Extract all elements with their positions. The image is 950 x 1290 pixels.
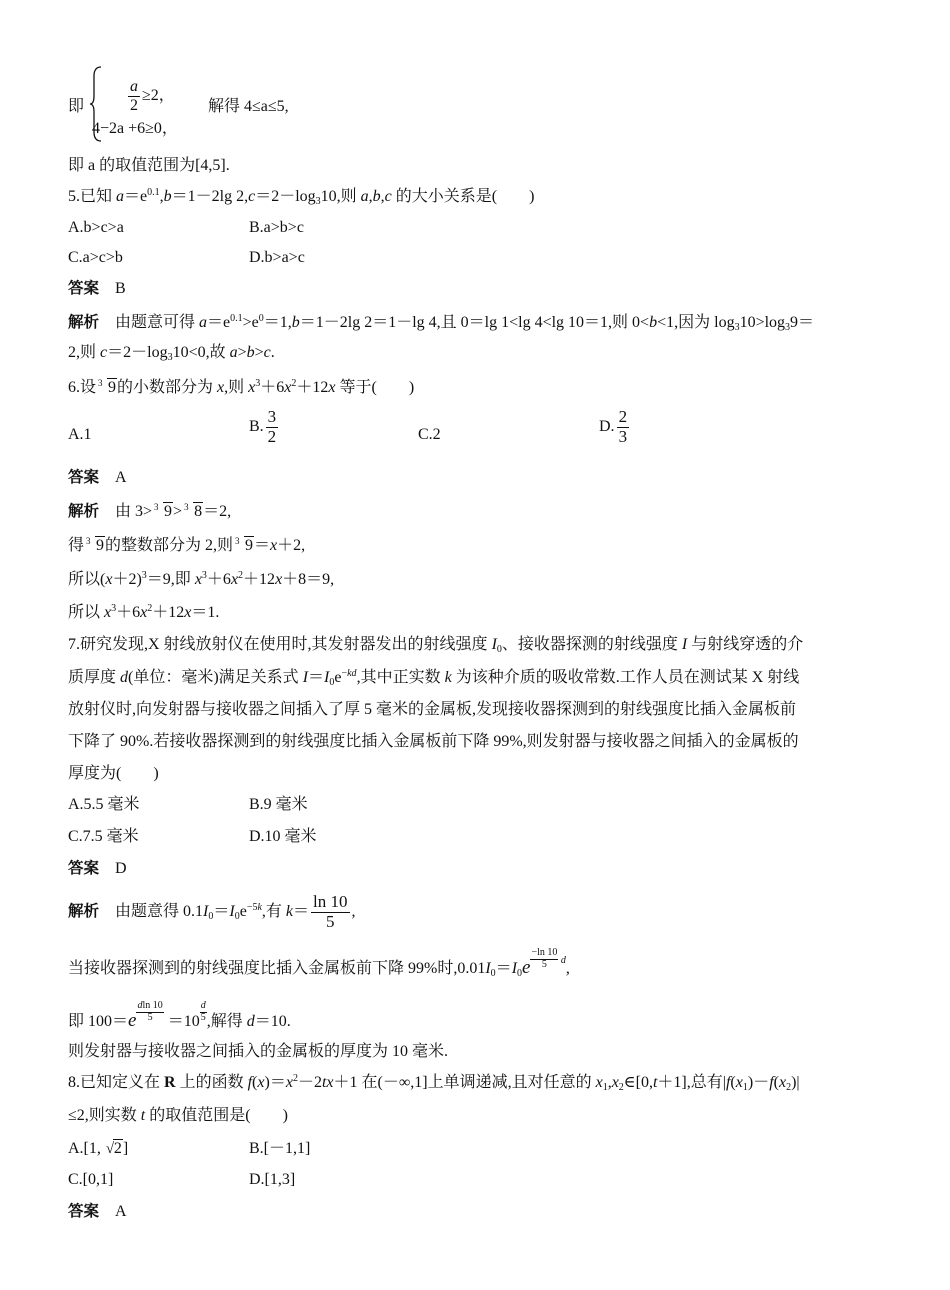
q7-analysis-1: 解析 由题意得 $0.1I_0=I_0e^{-5k}$,有 k＝ $\frac{\ln 10}{5}$ , (68, 892, 356, 931)
q7-stem-4: 下降了 90%.若接收器探测到的射线强度比插入金属板前下降 99%,则发射器与接收器之间插入的金属板的 (68, 733, 799, 750)
q6-answer: 答案 A (68, 468, 127, 486)
q7-option-d: D.10 毫米 (249, 828, 317, 845)
q5-answer: 答案 B (68, 279, 126, 297)
q8-option-a: A.[1, √ 2] (68, 1140, 129, 1157)
system-solve: 解得 4≤a≤5, (208, 98, 289, 115)
q6-stem: 6.设 3 9的小数部分为 x,则 $x^3+6x^2+12x$ 等于( ) (68, 378, 415, 396)
q7-stem-1: 7.研究发现,X 射线放射仪在使用时,其发射器发出的射线强度 $I_0$、接收器探测的射线强度 I 与射线穿透的介 (68, 636, 804, 655)
q6-option-d: D. $\frac{2}{3}$ (599, 407, 628, 446)
q5-analysis-2: 2,则 $c=2-\log_310<0$,故 a>b>c. (68, 344, 275, 363)
system-line-1: $\frac{a}{2}$ ≥2， (130, 78, 175, 114)
q8-option-d: D.[1,3] (249, 1171, 296, 1188)
q5-analysis-1: 解析 由题意可得 $a=e^{0.1}>e^0=1,b=1-2\lg$ 2＝1－lg 4,且 0＝lg 1<lg 4<lg 10＝1,则 0<b<1,因为 $\log_310>\log_39=$ (68, 313, 815, 333)
q8-option-c: C.[0,1] (68, 1171, 114, 1188)
q6-option-c: C.2 (418, 426, 441, 443)
q8-stem-1: 8.已知定义在 R 上的函数 $f(x)=x^2-2tx+1$ 在(－∞,1]上单调递减,且对任意的 $x_1,x_2\in[0,t+1]$,总有$|f(x_1)-f(x_2)|$ (68, 1073, 800, 1093)
q8-answer: 答案 A (68, 1202, 127, 1220)
q5-option-c: C.a>c>b (68, 249, 123, 266)
q6-option-b: B. $\frac{3}{2}$ (249, 407, 277, 446)
q6-analysis-3: 所以$(x+2)^3=9$,即 $x^3+6x^2+12x+8=9$, (68, 570, 335, 588)
q6-analysis-1: 解析 由 3> 3 9> 3 8＝2, (68, 502, 232, 520)
q6-analysis-2: 得 3 9的整数部分为 2,则 3 9＝x＋2, (68, 536, 306, 554)
system-line-2: 4−2a +6≥0， (92, 120, 178, 137)
q7-analysis-3: 即 100＝e $\frac{dln 10}{5}$ ＝10 $\frac{d}{5}$ ,解得 d＝10. (68, 1000, 291, 1031)
q7-option-a: A.5.5 毫米 (68, 796, 140, 813)
q7-stem-3: 放射仪时,向发射器与接收器之间插入了厚 5 毫米的金属板,发现接收器探测到的射线强度比插入金属板前 (68, 701, 797, 718)
system-prefix: 即 (68, 98, 85, 115)
q6-analysis-4: 所以 $x^3+6x^2+12x=1$. (68, 603, 220, 621)
q5-option-a: A.b>c>a (68, 219, 124, 236)
q5-option-b: B.a>b>c (249, 219, 304, 236)
q7-analysis-2: 当接收器探测到的射线强度比插入金属板前下降 99%时$,0.01I_0=I_0e$ $\frac{-\ln 10}{5}$ d, (68, 947, 570, 979)
range-line: 即 a 的取值范围为[4,5]. (68, 157, 230, 174)
q8-option-b: B.[－1,1] (249, 1140, 311, 1157)
q5-option-d: D.b>a>c (249, 249, 305, 266)
q7-option-c: C.7.5 毫米 (68, 828, 139, 845)
q7-option-b: B.9 毫米 (249, 796, 308, 813)
q7-stem-5: 厚度为( ) (68, 765, 159, 782)
q8-stem-2: ≤2,则实数 t 的取值范围是( ) (68, 1107, 288, 1124)
q7-analysis-4: 则发射器与接收器之间插入的金属板的厚度为 10 毫米. (68, 1043, 449, 1060)
q7-stem-2: 质厚度 d(单位：毫米)满足关系式 $I=I_0e^{-kd}$,其中正实数 k 为该种介质的吸收常数.工作人员在测试某 X 射线 (68, 668, 800, 688)
q6-option-a: A.1 (68, 426, 92, 443)
q5-stem: 5.已知 $a=e^{0.1},b=1-2\lg$ $2,c=2-\log_310$,则 a,b,c 的大小关系是( ) (68, 187, 535, 207)
q7-answer: 答案 D (68, 859, 127, 877)
